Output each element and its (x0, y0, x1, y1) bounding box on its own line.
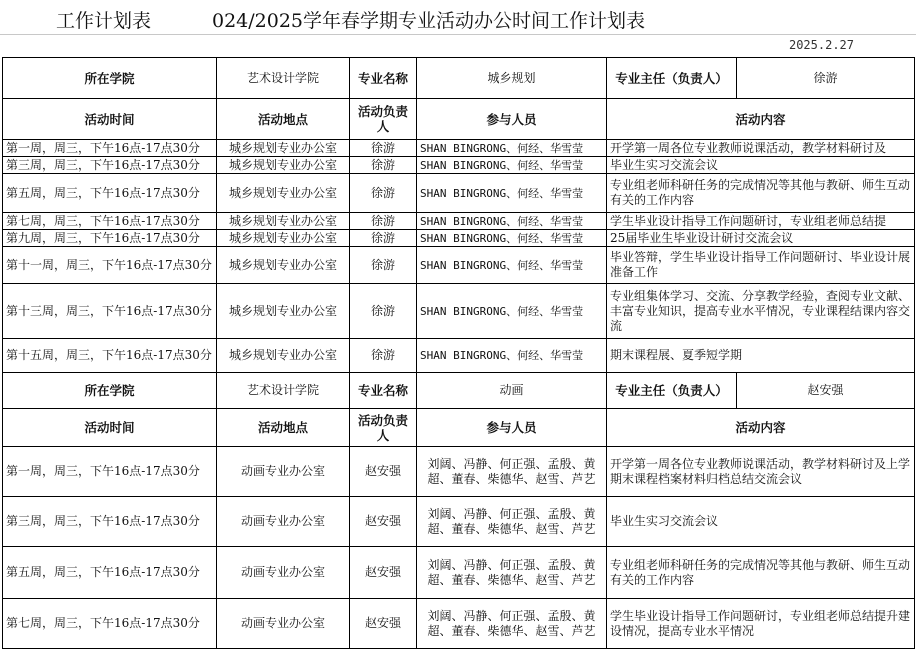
leader-cell[interactable]: 赵安强 (350, 599, 417, 649)
leader-cell[interactable]: 徐游 (350, 230, 417, 247)
content-cell[interactable]: 开学第一周各位专业教师说课活动，教学材料研讨及 (607, 140, 915, 157)
sheet-title[interactable]: 工作计划表 (56, 10, 152, 32)
leader-cell[interactable]: 徐游 (350, 339, 417, 373)
time-cell[interactable]: 第一周，周三，下午16点-17点30分 (3, 140, 217, 157)
location-cell[interactable]: 城乡规划专业办公室 (217, 230, 350, 247)
title-row (0, 0, 916, 35)
major-label[interactable]: 专业名称 (350, 373, 417, 409)
time-header[interactable]: 活动时间 (3, 99, 217, 140)
content-header[interactable]: 活动内容 (607, 409, 915, 447)
table-row (3, 247, 915, 284)
location-cell[interactable]: 城乡规划专业办公室 (217, 213, 350, 230)
section1-info-row (3, 58, 915, 99)
participants-cell[interactable]: 刘阔、冯静、何正强、孟殷、黄超、董春、柴德华、赵雪、芦艺 (417, 599, 607, 649)
director-value[interactable]: 赵安强 (737, 373, 915, 409)
leader-cell[interactable]: 徐游 (350, 213, 417, 230)
content-cell[interactable]: 学生毕业设计指导工作问题研讨，专业组老师总结提 (607, 213, 915, 230)
table-row (3, 547, 915, 599)
content-cell[interactable]: 毕业答辩，学生毕业设计指导工作问题研讨、毕业设计展准备工作 (607, 247, 915, 284)
date-row (0, 35, 916, 57)
leader-cell[interactable]: 徐游 (350, 174, 417, 213)
section2-header-row (3, 409, 915, 447)
content-cell[interactable]: 25届毕业生毕业设计研讨交流会议 (607, 230, 915, 247)
content-cell[interactable]: 专业组老师科研任务的完成情况等其他与教研、师生互动有关的工作内容 (607, 547, 915, 599)
time-cell[interactable]: 第十一周，周三，下午16点-17点30分 (3, 247, 217, 284)
main-title[interactable]: 024/2025学年春学期专业活动办公时间工作计划表 (212, 10, 646, 32)
time-cell[interactable]: 第九周，周三，下午16点-17点30分 (3, 230, 217, 247)
time-cell[interactable]: 第七周，周三，下午16点-17点30分 (3, 213, 217, 230)
participants-text: SHAN BINGRONG、何经、华雪莹 (420, 349, 584, 362)
major-value[interactable]: 动画 (417, 373, 607, 409)
location-cell[interactable]: 动画专业办公室 (217, 447, 350, 497)
location-cell[interactable]: 动画专业办公室 (217, 497, 350, 547)
participants-cell[interactable]: 刘阔、冯静、何正强、孟殷、黄超、董春、柴德华、赵雪、芦艺 (417, 497, 607, 547)
time-cell[interactable]: 第三周，周三，下午16点-17点30分 (3, 497, 217, 547)
director-label[interactable]: 专业主任（负责人） (607, 373, 737, 409)
participants-cell[interactable]: 刘阔、冯静、何正强、孟殷、黄超、董春、柴德华、赵雪、芦艺 (417, 447, 607, 497)
director-label[interactable]: 专业主任（负责人） (607, 58, 737, 99)
participants-text: SHAN BINGRONG、何经、华雪莹 (420, 214, 584, 228)
time-cell[interactable]: 第五周，周三，下午16点-17点30分 (3, 174, 217, 213)
location-cell[interactable]: 城乡规划专业办公室 (217, 174, 350, 213)
content-cell[interactable]: 期末课程展、夏季短学期 (607, 339, 915, 373)
location-header[interactable]: 活动地点 (217, 99, 350, 140)
table-row (3, 599, 915, 649)
location-header[interactable]: 活动地点 (217, 409, 350, 447)
location-cell[interactable]: 城乡规划专业办公室 (217, 339, 350, 373)
time-cell[interactable]: 第五周，周三，下午16点-17点30分 (3, 547, 217, 599)
content-cell[interactable]: 专业组老师科研任务的完成情况等其他与教研、师生互动有关的工作内容 (607, 174, 915, 213)
time-cell[interactable]: 第三周，周三，下午16点-17点30分 (3, 157, 217, 174)
leader-header[interactable]: 活动负责人 (350, 99, 417, 140)
college-label[interactable]: 所在学院 (3, 373, 217, 409)
location-cell[interactable]: 动画专业办公室 (217, 599, 350, 649)
leader-cell[interactable]: 赵安强 (350, 497, 417, 547)
location-cell[interactable]: 城乡规划专业办公室 (217, 157, 350, 174)
college-value[interactable]: 艺术设计学院 (217, 373, 350, 409)
participants-cell[interactable] (417, 213, 607, 230)
participants-text: SHAN BINGRONG、何经、华雪莹 (420, 141, 584, 155)
plan-table (2, 57, 915, 649)
table-row (3, 213, 915, 230)
participants-cell[interactable] (417, 339, 607, 373)
location-cell[interactable]: 动画专业办公室 (217, 547, 350, 599)
participants-cell[interactable] (417, 157, 607, 174)
leader-cell[interactable]: 徐游 (350, 140, 417, 157)
participants-cell[interactable] (417, 174, 607, 213)
director-value[interactable]: 徐游 (737, 58, 915, 99)
table-row (3, 447, 915, 497)
location-cell[interactable]: 城乡规划专业办公室 (217, 140, 350, 157)
content-cell[interactable]: 毕业生实习交流会议 (607, 157, 915, 174)
time-cell[interactable]: 第十五周，周三，下午16点-17点30分 (3, 339, 217, 373)
section1-header-row (3, 99, 915, 140)
participants-text: SHAN BINGRONG、何经、华雪莹 (420, 186, 584, 200)
participants-header[interactable]: 参与人员 (417, 99, 607, 140)
college-label[interactable]: 所在学院 (3, 58, 217, 99)
content-cell[interactable]: 开学第一周各位专业教师说课活动，教学材料研讨及上学期末课程档案材料归档总结交流会议 (607, 447, 915, 497)
content-cell[interactable]: 毕业生实习交流会议 (607, 497, 915, 547)
location-cell[interactable]: 城乡规划专业办公室 (217, 284, 350, 339)
table-row (3, 230, 915, 247)
table-row (3, 174, 915, 213)
participants-cell[interactable] (417, 140, 607, 157)
leader-header[interactable]: 活动负责人 (350, 409, 417, 447)
section2-info-row (3, 373, 915, 409)
content-header[interactable]: 活动内容 (607, 99, 915, 140)
participants-cell[interactable] (417, 230, 607, 247)
leader-cell[interactable]: 徐游 (350, 284, 417, 339)
time-cell[interactable]: 第十三周，周三，下午16点-17点30分 (3, 284, 217, 339)
college-value[interactable]: 艺术设计学院 (217, 58, 350, 99)
table-row (3, 339, 915, 373)
table-row (3, 140, 915, 157)
participants-text: SHAN BINGRONG、何经、华雪莹 (420, 304, 584, 318)
major-value[interactable]: 城乡规划 (417, 58, 607, 99)
participants-cell[interactable] (417, 284, 607, 339)
time-header[interactable]: 活动时间 (3, 409, 217, 447)
date-cell[interactable]: 2025.2.27 (788, 38, 854, 52)
leader-cell[interactable]: 徐游 (350, 157, 417, 174)
participants-text: SHAN BINGRONG、何经、华雪莹 (420, 158, 584, 172)
leader-cell[interactable]: 赵安强 (350, 547, 417, 599)
participants-text: SHAN BINGRONG、何经、华雪莹 (420, 258, 584, 272)
table-row (3, 157, 915, 174)
location-cell[interactable]: 城乡规划专业办公室 (217, 247, 350, 284)
major-label[interactable]: 专业名称 (350, 58, 417, 99)
time-cell[interactable]: 第七周，周三，下午16点-17点30分 (3, 599, 217, 649)
leader-cell[interactable]: 赵安强 (350, 447, 417, 497)
leader-cell[interactable]: 徐游 (350, 247, 417, 284)
content-cell[interactable]: 专业组集体学习、交流、分享教学经验，查阅专业文献、丰富专业知识，提高专业水平情况，专业课程结课内容交流 (607, 284, 915, 339)
table-row (3, 284, 915, 339)
participants-text: SHAN BINGRONG、何经、华雪莹 (420, 231, 584, 245)
table-row (3, 497, 915, 547)
participants-cell[interactable] (417, 247, 607, 284)
participants-header[interactable]: 参与人员 (417, 409, 607, 447)
content-cell[interactable]: 学生毕业设计指导工作问题研讨，专业组老师总结提升建设情况，提高专业水平情况 (607, 599, 915, 649)
participants-cell[interactable]: 刘阔、冯静、何正强、孟殷、黄超、董春、柴德华、赵雪、芦艺 (417, 547, 607, 599)
time-cell[interactable]: 第一周，周三，下午16点-17点30分 (3, 447, 217, 497)
